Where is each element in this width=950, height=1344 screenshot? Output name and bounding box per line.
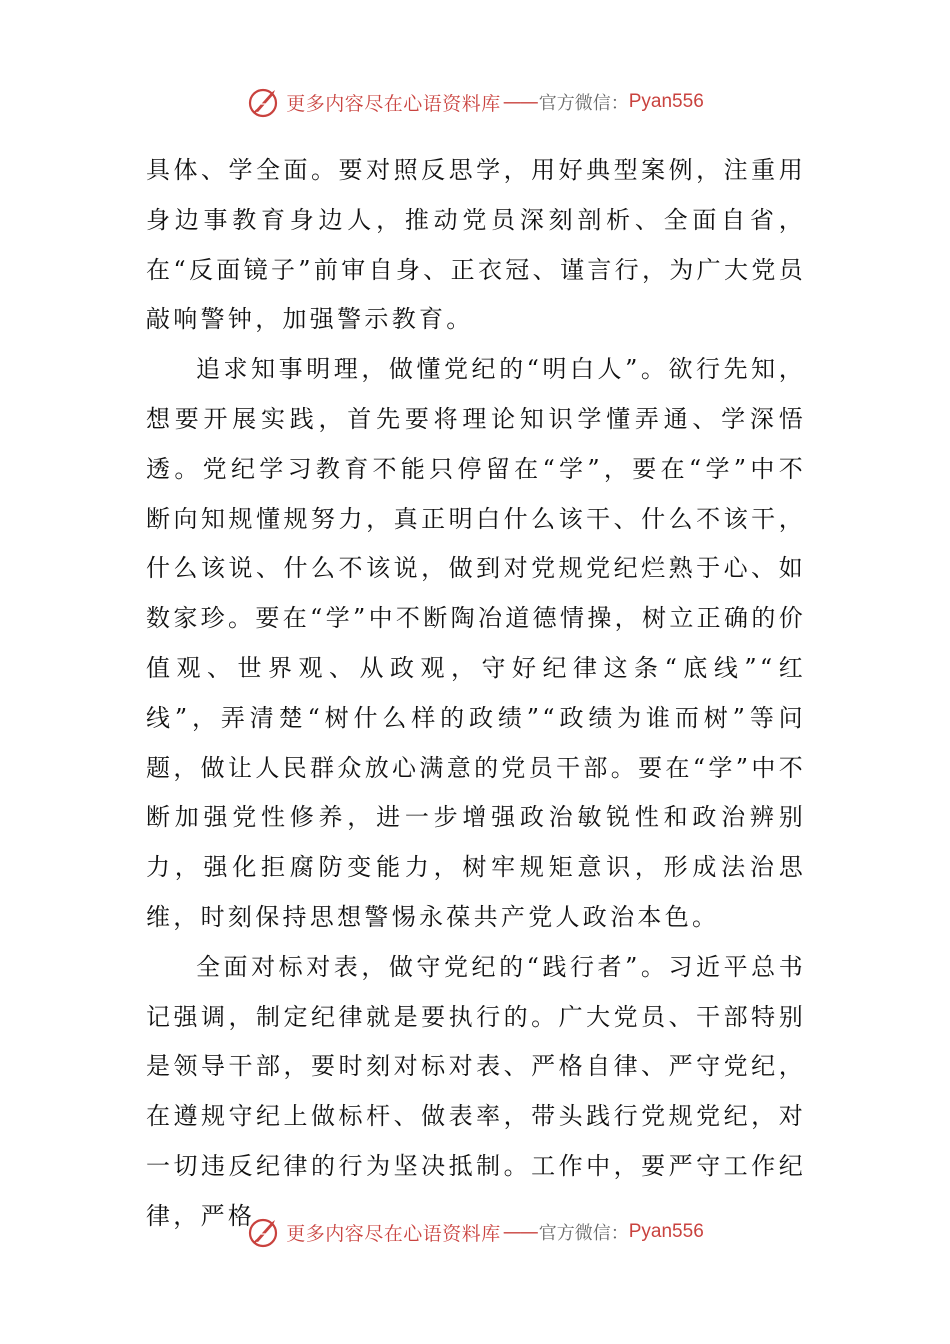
document-body — [146, 146, 806, 1242]
footer-banner — [0, 1212, 950, 1252]
banner-dash: —— — [502, 91, 537, 113]
banner-wechat-id: Pyan556 — [628, 91, 704, 112]
quill-pen-logo-icon — [246, 1214, 282, 1250]
quill-pen-logo-icon — [246, 84, 282, 120]
banner-wechat-label: 官方微信： — [538, 93, 629, 114]
banner-site-text: 更多内容尽在心语资料库 — [286, 92, 501, 115]
banner-wechat-label: 官方微信： — [538, 1223, 629, 1244]
banner-site-text: 更多内容尽在心语资料库 — [286, 1222, 501, 1245]
paragraph-3: 全面对标对表，做守党纪的“践行者”。习近平总书记强调，制定纪律就是要执行的。广大党员、干部特别是领导干部，要时刻对标对表、严格自律、严守党纪，在遵规守纪上做标杆、做表率，带头践行党规党纪，对一切违反纪律的行为坚决抵制。工作中，要严守工作纪律，严格 — [146, 952, 806, 1230]
paragraph-1: 具体、学全面。要对照反思学，用好典型案例，注重用身边事教育身边人，推动党员深刻剖析、全面自省，在“反面镜子”前审自身、正衣冠、谨言行，为广大党员敲响警钟，加强警示教育。 — [146, 156, 806, 334]
banner-dash: —— — [502, 1221, 537, 1243]
banner-wechat-id: Pyan556 — [628, 1221, 704, 1242]
header-banner — [0, 82, 950, 122]
paragraph-2: 追求知事明理，做懂党纪的“明白人”。欲行先知，想要开展实践，首先要将理论知识学懂弄通、学深悟透。党纪学习教育不能只停留在“学”，要在“学”中不断向知规懂规努力，真正明白什么该干、什么不该干，什么该说、什么不该说，做到对党规党纪烂熟于心、如数家珍。要在“学”中不断陶冶道德情操，树立正确的价值观、世界观、从政观，守好纪律这条“底线”“红线”，弄清楚“树什么样的政绩”“政绩为谁而树”等问题，做让人民群众放心满意的党员干部。要在“学”中不断加强党性修养，进一步增强政治敏锐性和政治辨别力，强化拒腐防变能力，树牢规矩意识，形成法治思维，时刻保持思想警惕永葆共产党人政治本色。 — [146, 355, 806, 931]
